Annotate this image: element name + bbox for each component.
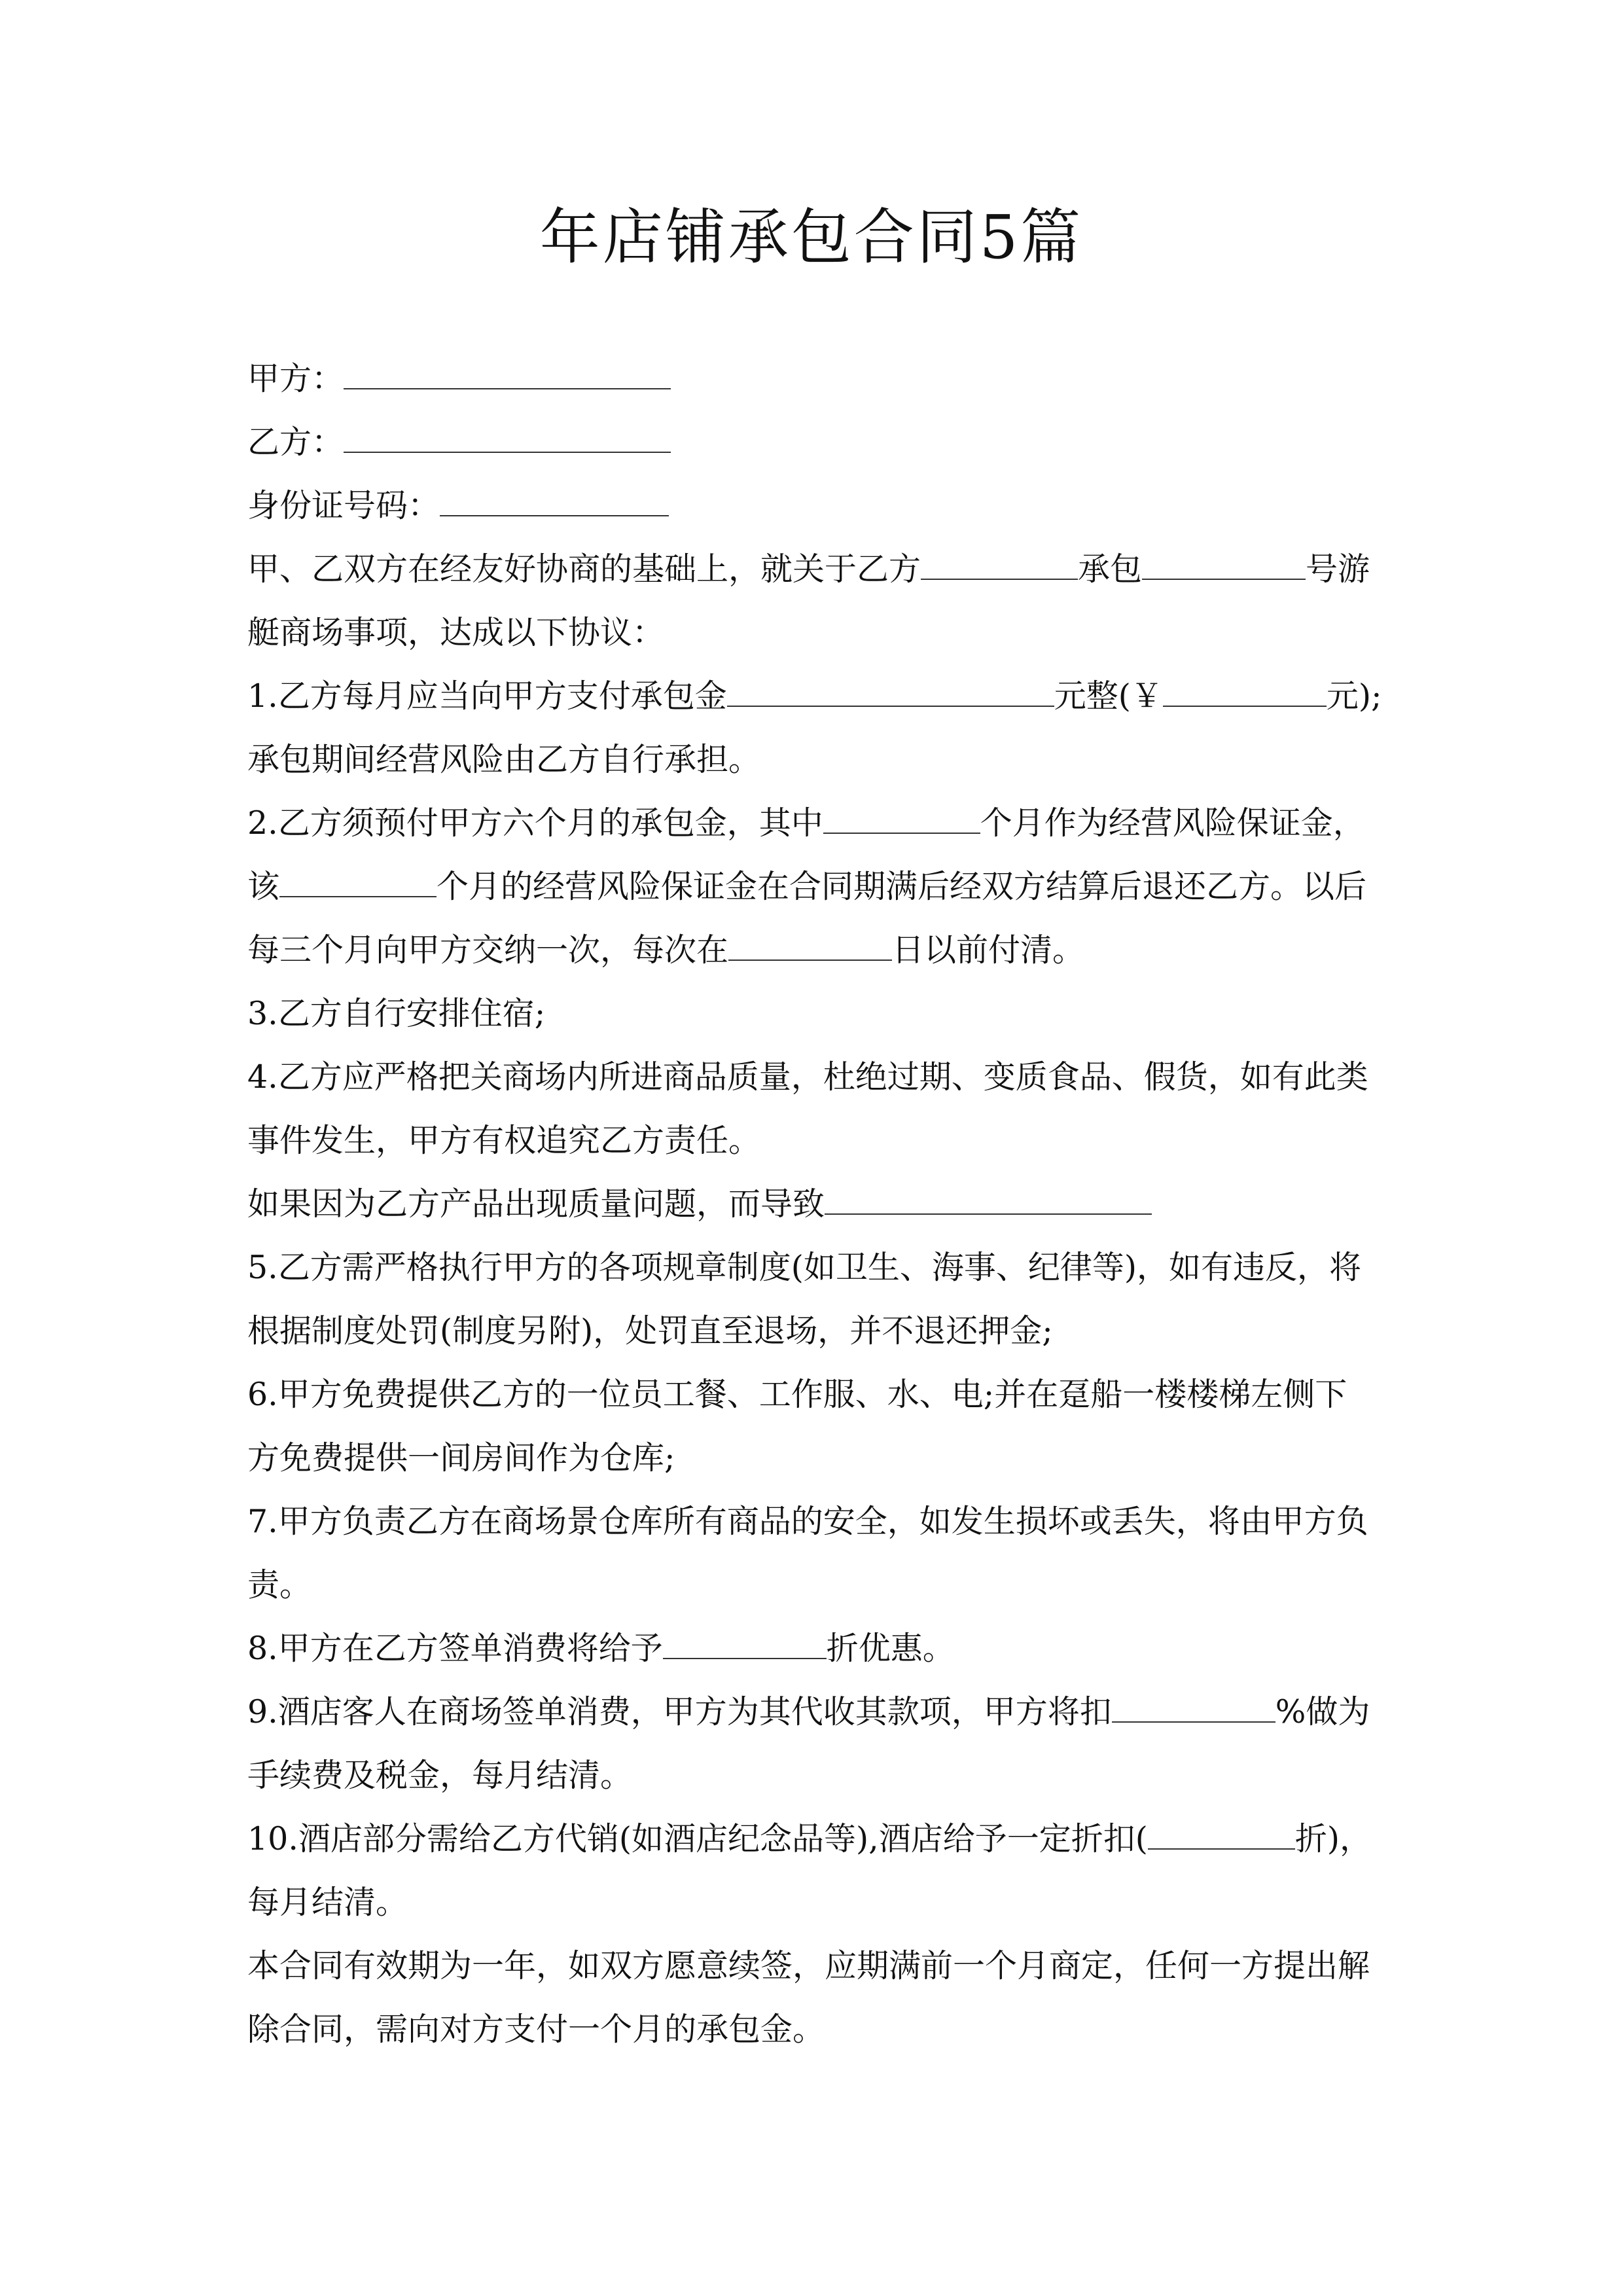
- text-line: [247, 864, 1366, 910]
- text-line: [247, 1181, 1152, 1227]
- text-segment: 2.乙方须预付甲方六个月的承包金，其中: [247, 804, 823, 842]
- fill-blank: [1148, 1817, 1295, 1850]
- text-line: [247, 1689, 1370, 1735]
- text-line: 艇商场事项，达成以下协议：: [247, 614, 665, 651]
- text-line: [247, 800, 1365, 846]
- text-segment: 承包: [1078, 550, 1143, 588]
- text-segment: 折)，: [1294, 1820, 1372, 1857]
- party-b-line: [247, 420, 671, 465]
- text-segment: 每三个月向甲方交纳一次，每次在: [247, 931, 729, 969]
- text-line: 3.乙方自行安排住宿;: [247, 995, 546, 1032]
- text-segment: 折优惠。: [826, 1630, 955, 1667]
- text-segment: 个月的经营风险保证金在合同期满后经双方结算后退还乙方。以后: [437, 868, 1367, 905]
- text-line: 责。: [247, 1566, 312, 1604]
- party-a-blank: [344, 357, 671, 389]
- text-segment: 日以前付清。: [892, 931, 1085, 969]
- text-line: 本合同有效期为一年，如双方愿意续签，应期满前一个月商定，任何一方提出解: [247, 1947, 1370, 1984]
- text-segment: 元);: [1326, 677, 1382, 715]
- id-number-line: [247, 483, 669, 529]
- text-line: [247, 1816, 1372, 1862]
- text-line: 根据制度处罚(制度另附)，处罚直至退场，并不退还押金;: [247, 1312, 1053, 1350]
- party-b-label: 乙方：: [247, 423, 344, 461]
- text-line: 事件发生，甲方有权追究乙方责任。: [247, 1122, 761, 1159]
- text-line: 每月结清。: [247, 1884, 408, 1921]
- text-segment: %做为: [1275, 1693, 1370, 1731]
- text-line: 6.甲方免费提供乙方的一位员工餐、工作服、水、电;并在趸船一楼楼梯左侧下: [247, 1376, 1347, 1413]
- text-line: 4.乙方应严格把关商场内所进商品质量，杜绝过期、变质食品、假货，如有此类: [247, 1058, 1368, 1096]
- id-number-label: 身份证号码：: [247, 487, 440, 524]
- fill-blank: [279, 865, 437, 897]
- text-segment: 9.酒店客人在商场签单消费，甲方为其代收其款项，甲方将扣: [247, 1693, 1112, 1731]
- fill-blank: [921, 547, 1078, 580]
- fill-blank: [728, 928, 892, 961]
- text-line: 承包期间经营风险由乙方自行承担。: [247, 741, 761, 778]
- text-line: 方免费提供一间房间作为仓库;: [247, 1439, 675, 1477]
- fill-blank: [1163, 674, 1327, 707]
- text-line: [247, 673, 1382, 719]
- fill-blank: [1112, 1690, 1275, 1723]
- party-a-line: [247, 356, 671, 402]
- fill-blank: [663, 1626, 827, 1659]
- text-segment: 8.甲方在乙方签单消费将给予: [247, 1630, 663, 1667]
- party-b-blank: [344, 420, 671, 453]
- text-line: 手续费及税金，每月结清。: [247, 1757, 633, 1794]
- fill-blank: [1142, 547, 1306, 580]
- text-segment: 元整(￥: [1054, 677, 1163, 715]
- text-segment: 10.酒店部分需给乙方代销(如酒店纪念品等),酒店给予一定折扣(: [247, 1820, 1148, 1857]
- party-a-label: 甲方：: [247, 360, 344, 397]
- text-segment: 号游: [1306, 550, 1370, 588]
- fill-blank: [823, 801, 980, 834]
- text-line: [247, 927, 1084, 973]
- text-line: [247, 1626, 955, 1672]
- text-segment: 甲、乙双方在经友好协商的基础上，就关于乙方: [247, 550, 921, 588]
- id-number-blank: [440, 484, 669, 516]
- document-title: 年店铺承包合同5篇: [539, 202, 1084, 272]
- text-segment: 该: [247, 868, 280, 905]
- fill-blank: [825, 1182, 1152, 1215]
- text-line: 5.乙方需严格执行甲方的各项规章制度(如卫生、海事、纪律等)，如有违反，将: [247, 1249, 1361, 1286]
- fill-blank: [727, 674, 1054, 707]
- text-segment: 1.乙方每月应当向甲方支付承包金: [247, 677, 727, 715]
- text-line: 除合同，需向对方支付一个月的承包金。: [247, 2011, 825, 2048]
- text-line: [247, 547, 1370, 592]
- text-line: 7.甲方负责乙方在商场景仓库所有商品的安全，如发生损坏或丢失，将由甲方负: [247, 1503, 1368, 1540]
- text-segment: 如果因为乙方产品出现质量问题，而导致: [247, 1185, 825, 1223]
- text-segment: 个月作为经营风险保证金，: [980, 804, 1365, 842]
